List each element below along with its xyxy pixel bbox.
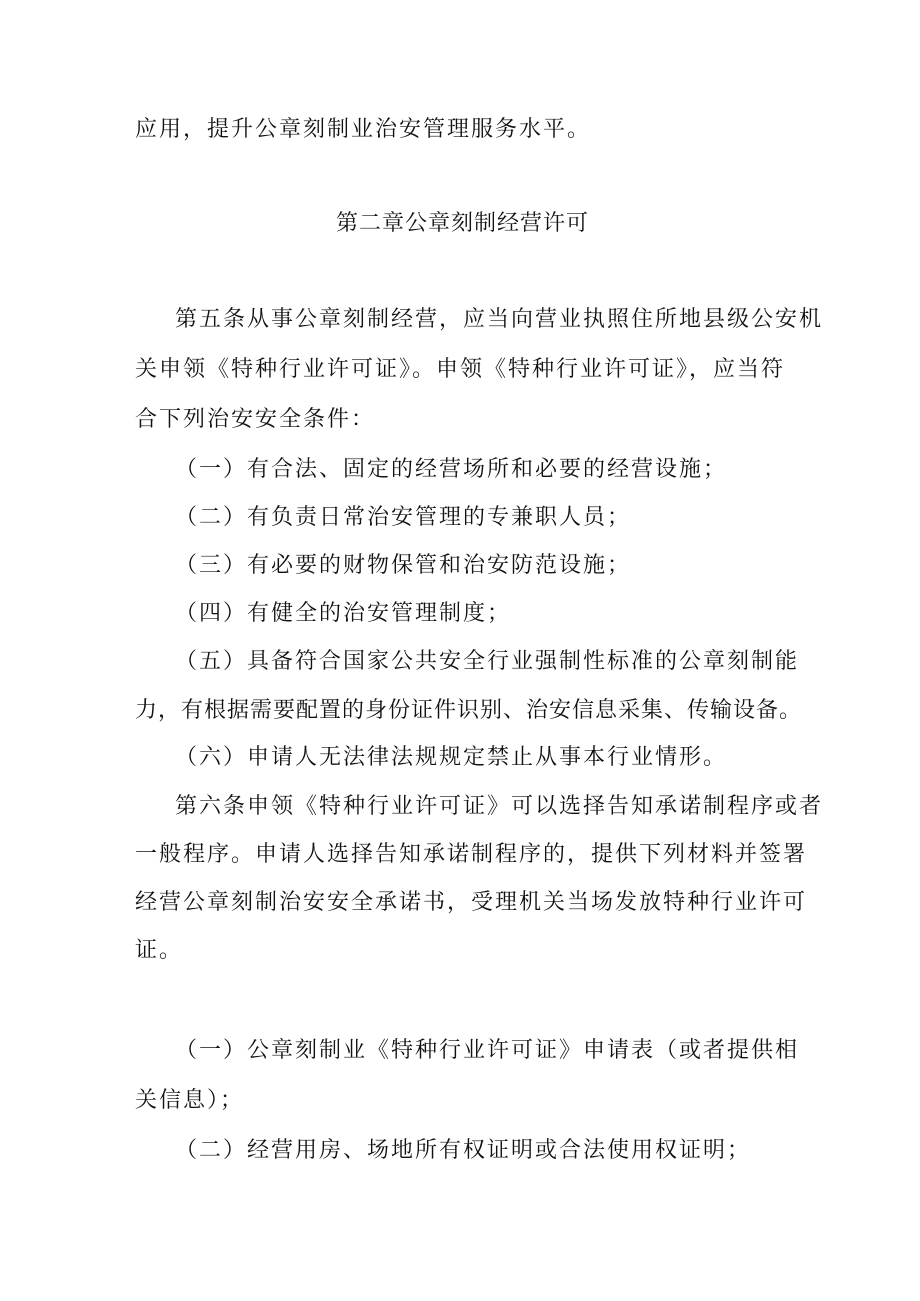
article-6-line: 证。	[135, 938, 184, 963]
material-item-2: （二）经营用房、场地所有权证明或合法使用权证明；	[175, 1138, 752, 1163]
chapter-heading: 第二章公章刻制经营许可	[336, 211, 590, 236]
list-item-6: （六）申请人无法律法规规定禁止从事本行业情形。	[175, 745, 728, 770]
material-item-1: （一）公章刻制业《特种行业许可证》申请表（或者提供相	[175, 1038, 800, 1063]
article-6-line: 第六条申领《特种行业许可证》可以选择告知承诺制程序或者	[175, 794, 824, 819]
material-item-1-cont: 关信息）；	[135, 1088, 245, 1113]
list-item-3: （三）有必要的财物保管和治安防范设施；	[175, 553, 632, 578]
list-item-4: （四）有健全的治安管理制度；	[175, 601, 512, 626]
list-item-5-cont: 力，有根据需要配置的身份证件识别、治安信息采集、传输设备。	[135, 698, 803, 723]
list-item-5: （五）具备符合国家公共安全行业强制性标准的公章刻制能	[175, 649, 800, 674]
list-item-1: （一）有合法、固定的经营场所和必要的经营设施；	[175, 457, 728, 482]
article-5-line: 第五条从事公章刻制经营，应当向营业执照住所地县级公安机	[175, 307, 824, 332]
paragraph-line: 应用，提升公章刻制业治安管理服务水平。	[135, 117, 592, 142]
article-6-line: 经营公章刻制治安安全承诺书，受理机关当场发放特种行业许可	[135, 890, 808, 915]
article-6-line: 一般程序。申请人选择告知承诺制程序的，提供下列材料并签署	[135, 842, 808, 867]
article-5-line: 关申领《特种行业许可证》。申领《特种行业许可证》，应当符	[135, 357, 786, 382]
list-item-2: （二）有负责日常治安管理的专兼职人员；	[175, 505, 632, 530]
article-5-line: 合下列治安安全条件：	[135, 407, 376, 432]
